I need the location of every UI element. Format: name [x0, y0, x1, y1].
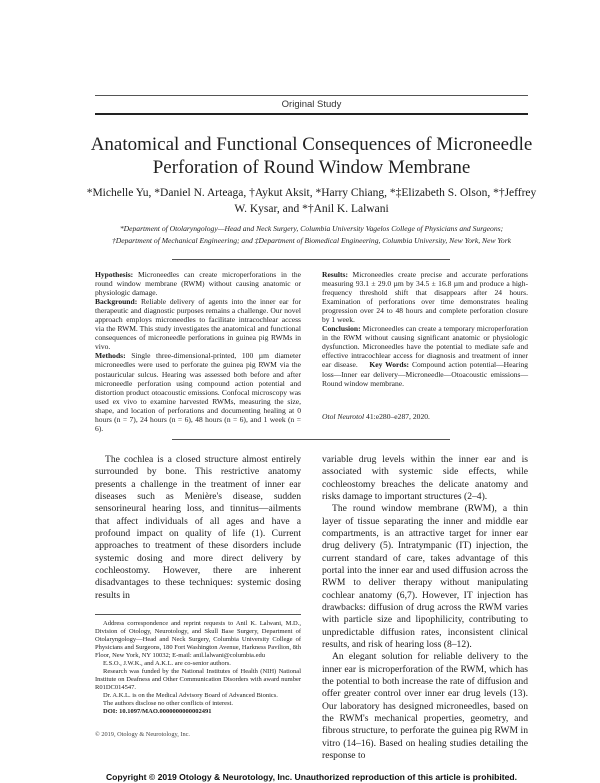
affiliation-line: †Department of Mechanical Engineering; and ‡Department of Biomedical Engineering, Columbia University, New York, New York: [111, 236, 512, 245]
abstract-hypothesis: [95, 270, 301, 297]
footnote: Address correspondence and reprint requests to Anil K. Lalwani, M.D., Division of Otology, Neurotology, and Skull Base Surgery, Department of Otolaryngology—Head and Neck Surgery, Columbia University College of Physicians and Surgeons, 180 Fort Washington Avenue, Harkness Pavilion, 8th Floor, New York, NY 10032; E-mail: anil.lalwani@columbia.edu: [95, 619, 301, 660]
paragraph: An elegant solution for reliable delivery to the inner ear is microperforation of the RWM, which has the potential to both increase the rate of diffusion and offer greater control over inner ear drug levels (13). Our laboratory has designed microneedles, based on the RWM's mechanical properties, geometry, and fibrous structure, to perforate the guinea pig RWM in vitro (14–16). Based on healing studies detailing the response to: [322, 651, 528, 762]
copyright: © 2019, Otology & Neurotology, Inc.: [95, 730, 190, 738]
paragraph: The cochlea is a closed structure almost entirely surrounded by bone. This restrictive anatomy presents a challenge in the treatment of inner ear diseases such as Menière's disease, sudden sensorineural hearing loss, and tinnitus—ailments that affect individuals of all ages and have a profound impact on quality of life (1). Current approaches to treatment of these disorders include systemic dosing and more direct delivery by cochleostomy. However, there are inherent disadvantages to these techniques: systemic dosing results in: [95, 453, 301, 601]
paragraph: variable drug levels within the inner ear and is associated with systemic side effects, while cochleostomy breaches the delicate anatomy and risks damage to important structures (2–4).: [322, 453, 528, 502]
abstract-bottom-rule: [172, 439, 450, 440]
text: Microneedles can create a temporary microperforation in the RWM without causing significant anatomic or physiologic dysfunction. Microneedles have the potential to mediate safe and effective intracochlear access for diagnosis and treatment of inner ear disease.: [322, 324, 528, 370]
footnote-rule: [95, 614, 301, 615]
paragraph: The round window membrane (RWM), a thin layer of tissue separating the inner and middle ear compartments, is an attractive target for inner ear drug delivery (5). Intratympanic (IT) injection, the current standard of care, takes advantage of this portal into the inner ear and used diffusion across the RWM to deliver therapy without manipulating cochlear anatomy (6,7). However, IT injection has drawbacks: diffusion of drug across the RWM varies with particle size and lipophilicity, contributing to unpredictable diffusion rates, inconsistent clinical results, and risk of hearing loss (8–12).: [322, 503, 528, 650]
footnote: Dr. A.K.L. is on the Medical Advisory Board of Advanced Bionics.: [103, 692, 278, 700]
footnote: The authors disclose no other conflicts of interest.: [103, 700, 233, 708]
label: Conclusion:: [322, 324, 361, 334]
page: [86, 95, 537, 783]
body-left-text: [95, 454, 301, 602]
volume-pages: 41:e280–e287, 2020.: [366, 411, 430, 421]
footnotes: [95, 620, 301, 717]
text: Single three-dimensional-printed, 100 µm diameter microneedles were used to perforate the guinea pig RWM via the postauricular sulcus. Hearing was assessed both before and after microneedle perforation using compound action potential and distortion product otoacoustic emissions. Confocal microscopy was used ex vivo to examine harvested RWMs, measuring the size, shape, and location of perforations and documenting healing at 0 hours (n = 7), 24 hours (n = 6), 48 hours (n = 6), and 1 week (n = 6).: [95, 351, 301, 433]
citation: [322, 412, 528, 422]
body: [95, 454, 528, 763]
abstract: [95, 270, 528, 433]
label: Background:: [95, 297, 138, 307]
label: Hypothesis:: [95, 270, 134, 279]
journal: Otol Neurotol: [322, 411, 365, 421]
abstract-conclusion: [322, 324, 528, 387]
label: Results:: [322, 270, 348, 279]
header-bottom-rule: [95, 113, 528, 115]
text: Microneedles can create microperforations in the round window membrane (RWM) without causing anatomic or physiologic damage.: [95, 270, 301, 298]
footnote: E.S.O., J.W.K., and A.K.L. are co-senior authors.: [103, 660, 231, 668]
keywords: Compound action potential—Hearing loss—Inner ear delivery—Microneedle—Otoacoustic emissions—Round window membrane.: [322, 360, 528, 388]
abstract-results: [322, 270, 528, 324]
abstract-methods: [95, 351, 301, 432]
text: Microneedles create precise and accurate perforations measuring 93.1 ± 29.0 µm by 34.5 ± 16.8 µm and produce a high-frequency threshold shift that disappears after 24 hours. Examination of perforations over time demonstrates healing progression over 24 to 48 hours and complete perforation closure by 1 week.: [322, 270, 528, 325]
affiliation-line: *Department of Otolaryngology—Head and Neck Surgery, Columbia University Vagelos College of Physicians and Surgeons;: [119, 224, 504, 233]
abstract-right-column: [322, 270, 528, 433]
abstract-top-rule: [172, 259, 450, 260]
section-label: Original Study: [281, 99, 342, 110]
body-right-column: [322, 454, 528, 763]
author-list: *Michelle Yu, *Daniel N. Arteaga, †Aykut Aksit, *Harry Chiang, *‡Elizabeth S. Olson, *†Jeffrey W. Kysar, and *†Anil K. Lalwani: [86, 187, 537, 215]
label: Key Words:: [369, 360, 410, 370]
article-title: Anatomical and Functional Consequences of Microneedle Perforation of Round Window Membrane: [90, 134, 533, 178]
body-left-column: [95, 454, 301, 763]
abstract-background: [95, 297, 301, 351]
doi: DOI: 10.1097/MAO.0000000000002491: [103, 708, 212, 716]
label: Methods:: [95, 351, 126, 361]
text: Reliable delivery of agents into the inner ear for therapeutic and diagnostic purposes remains a challenge. Our novel approach employs microneedles to facilitate intracochlear access via the RWM. This study investigates the anatomical and functional consequences of microneedle perforations in guinea pig RWMs in vivo.: [95, 297, 301, 352]
footnote: Research was funded by the National Institutes of Health (NIH) National Institute on Deafness and Other Communication Disorders with award number R01DC014547.: [95, 668, 301, 692]
reproduction-notice: Copyright © 2019 Otology & Neurotology, Inc. Unauthorized reproduction of this article is prohibited.: [105, 772, 518, 783]
abstract-left-column: [95, 270, 301, 433]
affiliations: [85, 223, 538, 247]
